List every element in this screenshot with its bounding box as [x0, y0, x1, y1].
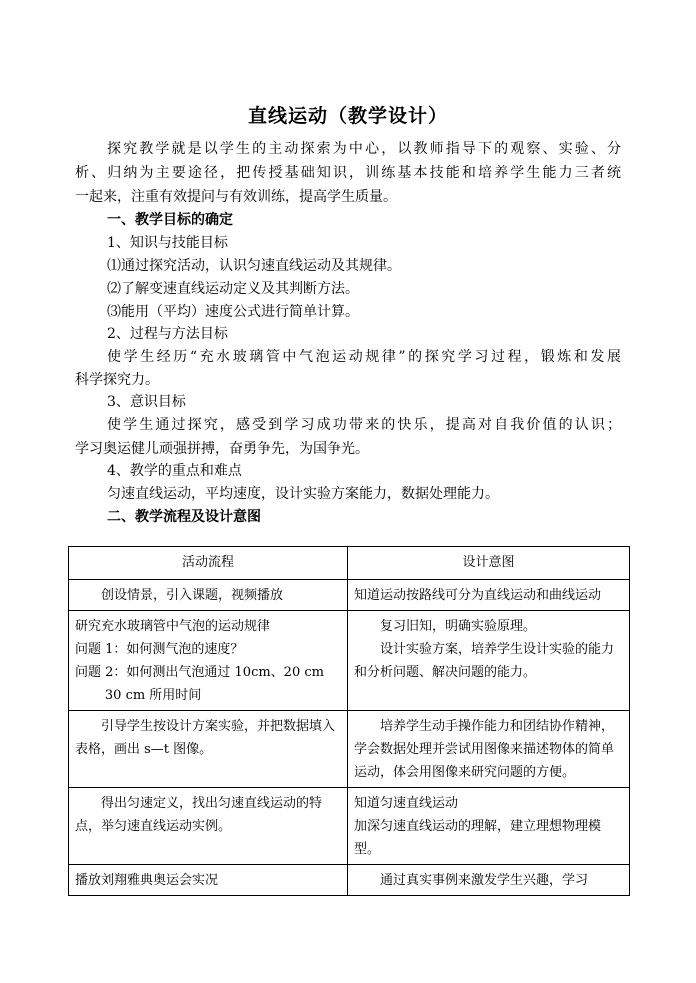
section-heading-goals: 一、教学目标的确定	[107, 212, 233, 228]
document-title: 直线运动（教学设计）	[247, 105, 448, 127]
flow-text: 研究充水玻璃管中气泡的运动规律	[75, 619, 271, 634]
flow-text: 播放刘翔雅典奥运会实况	[75, 873, 219, 888]
teaching-flow-table	[68, 546, 630, 896]
goal2-heading: 2、过程与方法目标	[107, 326, 228, 342]
flow-text: 得出匀速定义，找出匀速直线运动的特点，举匀速直线运动实例。	[75, 796, 323, 834]
table-header-row	[69, 547, 630, 580]
flow-cell	[69, 611, 348, 711]
intent-cell	[348, 788, 630, 865]
table-row	[69, 711, 630, 788]
flow-question-2: 问题 2：如何测出气泡通过 10cm、20 cm	[75, 665, 324, 680]
table-row	[69, 611, 630, 711]
goal1-item-3: ⑶能用（平均）速度公式进行简单计算。	[107, 304, 359, 320]
intent-text: 通过真实事例来激发学生兴趣，学习	[380, 873, 589, 888]
flow-text: 引导学生按设计方案实验，并把数据填入表格，画出 s—t 图像。	[75, 719, 336, 757]
flow-question-1: 问题 1：如何测气泡的速度？	[75, 642, 244, 657]
flow-cell	[69, 580, 348, 611]
flow-cell	[69, 865, 348, 896]
goal3-line-1: 使学生通过探究，感受到学习成功带来的快乐，提高对自我价值的认识；	[107, 417, 621, 433]
intro-line-3: 一起来，注重有效提问与有效训练，提高学生质量。	[75, 189, 397, 205]
goal3-heading: 3、意识目标	[107, 394, 186, 410]
goal1-heading: 1、知识与技能目标	[107, 235, 228, 251]
goal1-item-2: ⑵了解变速直线运动定义及其判断方法。	[107, 281, 359, 297]
intent-cell	[348, 865, 630, 896]
goal1-item-1: ⑴通过探究活动，认识匀速直线运动及其规律。	[107, 258, 401, 274]
intro-line-1: 探究教学就是以学生的主动探索为中心，以教师指导下的观察、实验、分	[107, 141, 621, 157]
intent-text: 加深匀速直线运动的理解，建立理想物理模型。	[354, 819, 602, 857]
flow-cell	[69, 788, 348, 865]
intent-cell	[348, 611, 630, 711]
intent-text: 知道运动按路线可分为直线运动和曲线运动	[354, 588, 602, 603]
flow-question-2-cont: 30 cm 所用时间	[104, 688, 202, 703]
goal4-heading: 4、教学的重点和难点	[107, 463, 242, 479]
goal2-line-2: 科学探究力。	[75, 372, 159, 388]
intro-line-2: 析、归纳为主要途径，把传授基础知识，训练基本技能和培养学生能力三者统	[75, 165, 621, 181]
intent-text: 培养学生动手操作能力和团结协作精神，学会数据处理并尝试用图像来描述物体的简单运动，体会用图像来研究问题的方便。	[354, 719, 615, 780]
intent-text: 设计实验方案，培养学生设计实验的能力和分析问题、解决问题的能力。	[354, 642, 615, 680]
table-row	[69, 580, 630, 611]
table-row	[69, 865, 630, 896]
intent-cell	[348, 711, 630, 788]
goal2-line-1: 使学生经历“充水玻璃管中气泡运动规律”的探究学习过程，锻炼和发展	[107, 349, 621, 365]
flow-cell	[69, 711, 348, 788]
header-design-intent: 设计意图	[348, 547, 630, 580]
flow-text: 创设情景，引入课题，视频播放	[101, 588, 284, 603]
goal3-line-2: 学习奥运健儿顽强拼搏，奋勇争先，为国争光。	[75, 441, 369, 457]
intent-text: 复习旧知，明确实验原理。	[380, 619, 537, 634]
intent-cell	[348, 580, 630, 611]
header-activity-flow: 活动流程	[69, 547, 348, 580]
goal4-text: 匀速直线运动，平均速度，设计实验方案能力，数据处理能力。	[107, 486, 499, 502]
table-row	[69, 788, 630, 865]
section-heading-flow: 二、教学流程及设计意图	[107, 509, 261, 525]
intent-text: 知道匀速直线运动	[354, 796, 459, 811]
